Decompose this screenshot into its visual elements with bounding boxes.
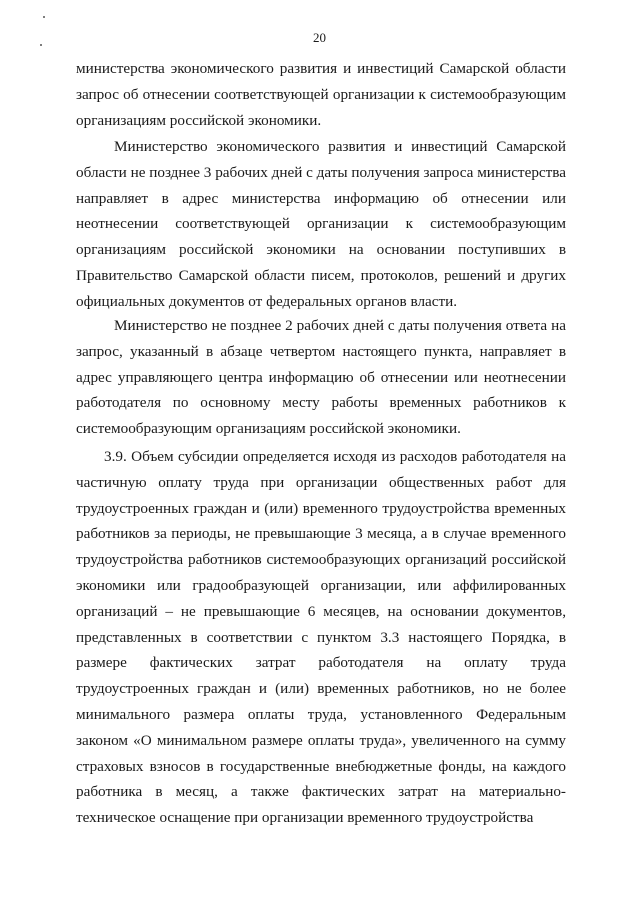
paragraph-ministry-notice-block — [76, 313, 566, 442]
paragraph-section-3-9-block — [76, 444, 566, 831]
paragraph-ministry-response-block — [76, 134, 566, 315]
paragraph: 3.9. Объем субсидии определяется исходя из расходов работодателя на частичную оплату труда при организации общественных работ для трудоустроенных граждан и (или) временного трудоустройства временных работников за периоды, не превышающие 3 месяца, а в случае временного трудоустройства работников системообразующих организаций российской экономики или градообразующей организации, или аффилированных организаций – не превышающие 6 месяцев, на основании документов, представленных в соответствии с пунктом 3.3 настоящего Порядка, в размере фактических затрат работодателя на оплату труда трудоустроенных граждан и (или) временных работников, но не более минимального размера оплаты труда, установленного Федеральным законом «О минимальном размере оплаты труда», увеличенного на сумму страховых взносов в государственные внебюджетные фонды, на каждого работника в месяц, а также фактических затрат на материально-техническое оснащение при организации временного трудоустройства — [76, 448, 566, 827]
paragraph: министерства экономического развития и инвестиций Самарской области запрос об отнесении соответствующей организации к системообразующим организациям российской экономики. — [76, 60, 566, 129]
paragraph-continuation-block — [76, 56, 566, 133]
paragraph: Министерство экономического развития и инвестиций Самарской области не позднее 3 рабочих дней с даты получения запроса министерства направляет в адрес министерства информацию об отнесении или неотнесении соответствующей организации к системообразующим организациям российской экономики на основании поступивших в Правительство Самарской области писем, протоколов, решений и других официальных документов от федеральных органов власти. — [76, 138, 566, 310]
page-number: 20 — [313, 30, 326, 45]
scan-mark — [43, 16, 45, 18]
paragraph: Министерство не позднее 2 рабочих дней с даты получения ответа на запрос, указанный в абзаце четвертом настоящего пункта, направляет в адрес управляющего центра информацию об отнесении или неотнесении работодателя по основному месту работы временных работников к системообразующим организациям российской экономики. — [76, 317, 566, 438]
